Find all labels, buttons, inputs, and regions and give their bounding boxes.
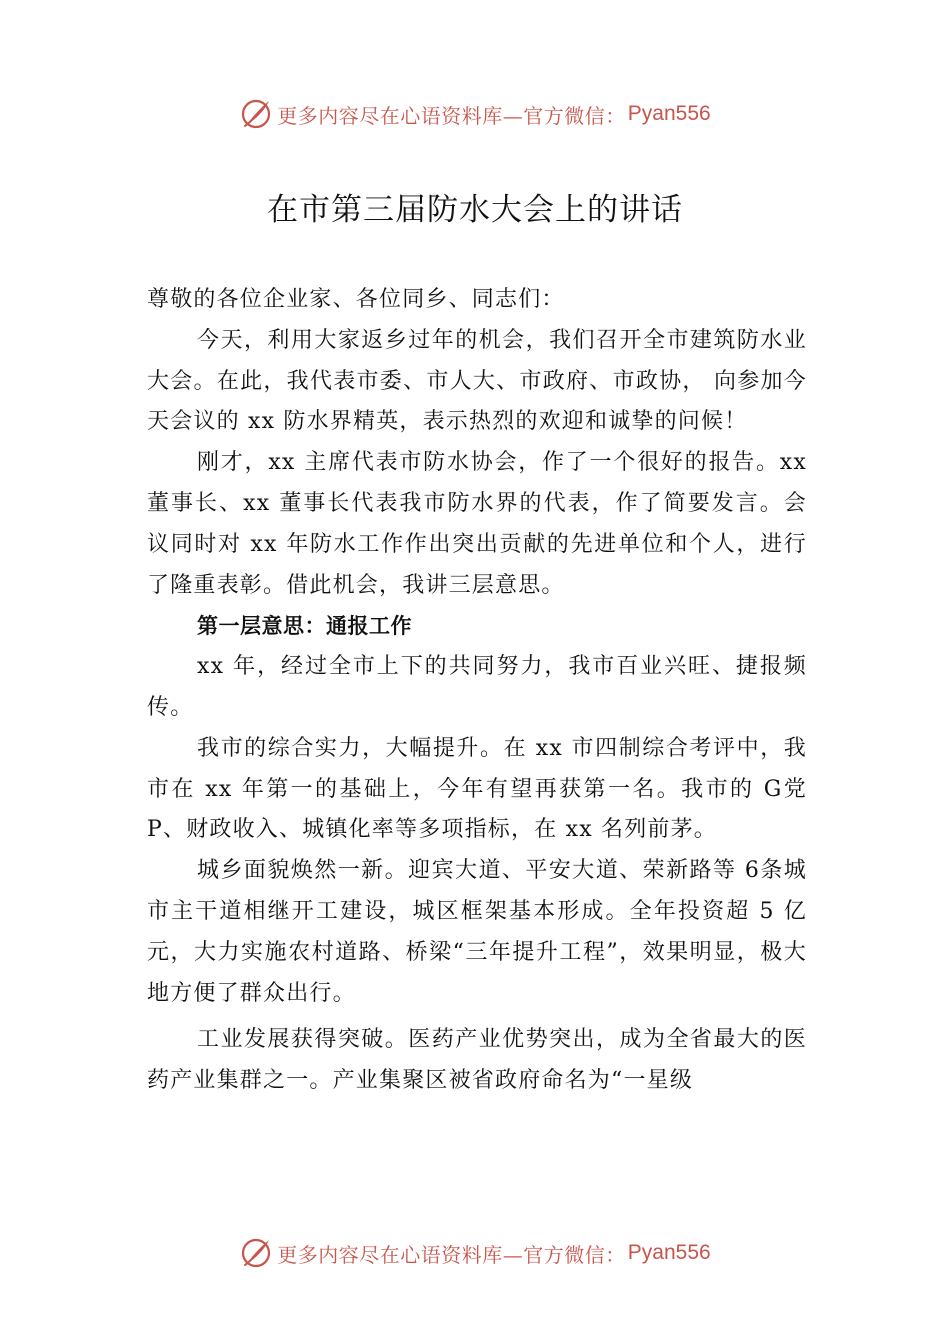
paragraph-section-3: 城乡面貌焕然一新。迎宾大道、平安大道、荣新路等 6条城市主干道相继开工建设，城区框架基本形成。全年投资超 5 亿元，大力实施农村道路、桥梁“三年提升工程”，效果明显，极大地方便了群众出行。 xyxy=(147,858,807,1006)
section-heading: 第一层意思：通报工作 xyxy=(197,614,412,639)
salutation: 尊敬的各位企业家、各位同乡、同志们： xyxy=(147,287,565,312)
header-watermark xyxy=(0,94,950,134)
paragraph-report: 刚才，xx 主席代表市防水协会，作了一个很好的报告。xx 董事长、xx 董事长代表我市防水界的代表，作了简要发言。会议同时对 xx 年防水工作作出突出贡献的先进单位和个人，进行了隆重表彰。借此机会，我讲三层意思。 xyxy=(147,450,807,598)
footer-watermark xyxy=(0,1233,950,1273)
watermark-text: 更多内容尽在心语资料库—官方微信： xyxy=(277,1242,626,1267)
watermark-text: 更多内容尽在心语资料库—官方微信： xyxy=(277,103,626,128)
watermark-wechat-id: Pyan556 xyxy=(627,102,711,125)
quill-pen-logo-icon xyxy=(239,97,273,131)
paragraph-opening: 今天，利用大家返乡过年的机会，我们召开全市建筑防水业大会。在此，我代表市委、市人大、市政府、市政协， 向参加今天会议的 xx 防水界精英，表示热烈的欢迎和诚挚的问候！ xyxy=(147,327,807,435)
quill-pen-logo-icon xyxy=(239,1236,273,1270)
watermark-wechat-id: Pyan556 xyxy=(627,1241,711,1264)
document-body xyxy=(147,280,807,1102)
paragraph-section-2: 我市的综合实力，大幅提升。在 xx 市四制综合考评中，我市在 xx 年第一的基础上，今年有望再获第一名。我市的 G党 P、财政收入、城镇化率等多项指标，在 xx 名列前茅。 xyxy=(147,735,807,843)
paragraph-section-4: 工业发展获得突破。医药产业优势突出，成为全省最大的医药产业集群之一。产业集聚区被省政府命名为“一星级 xyxy=(147,1027,807,1094)
document-title: 在市第三届防水大会上的讲话 xyxy=(267,192,683,228)
paragraph-section-1: xx 年，经过全市上下的共同努力，我市百业兴旺、捷报频传。 xyxy=(147,654,807,720)
